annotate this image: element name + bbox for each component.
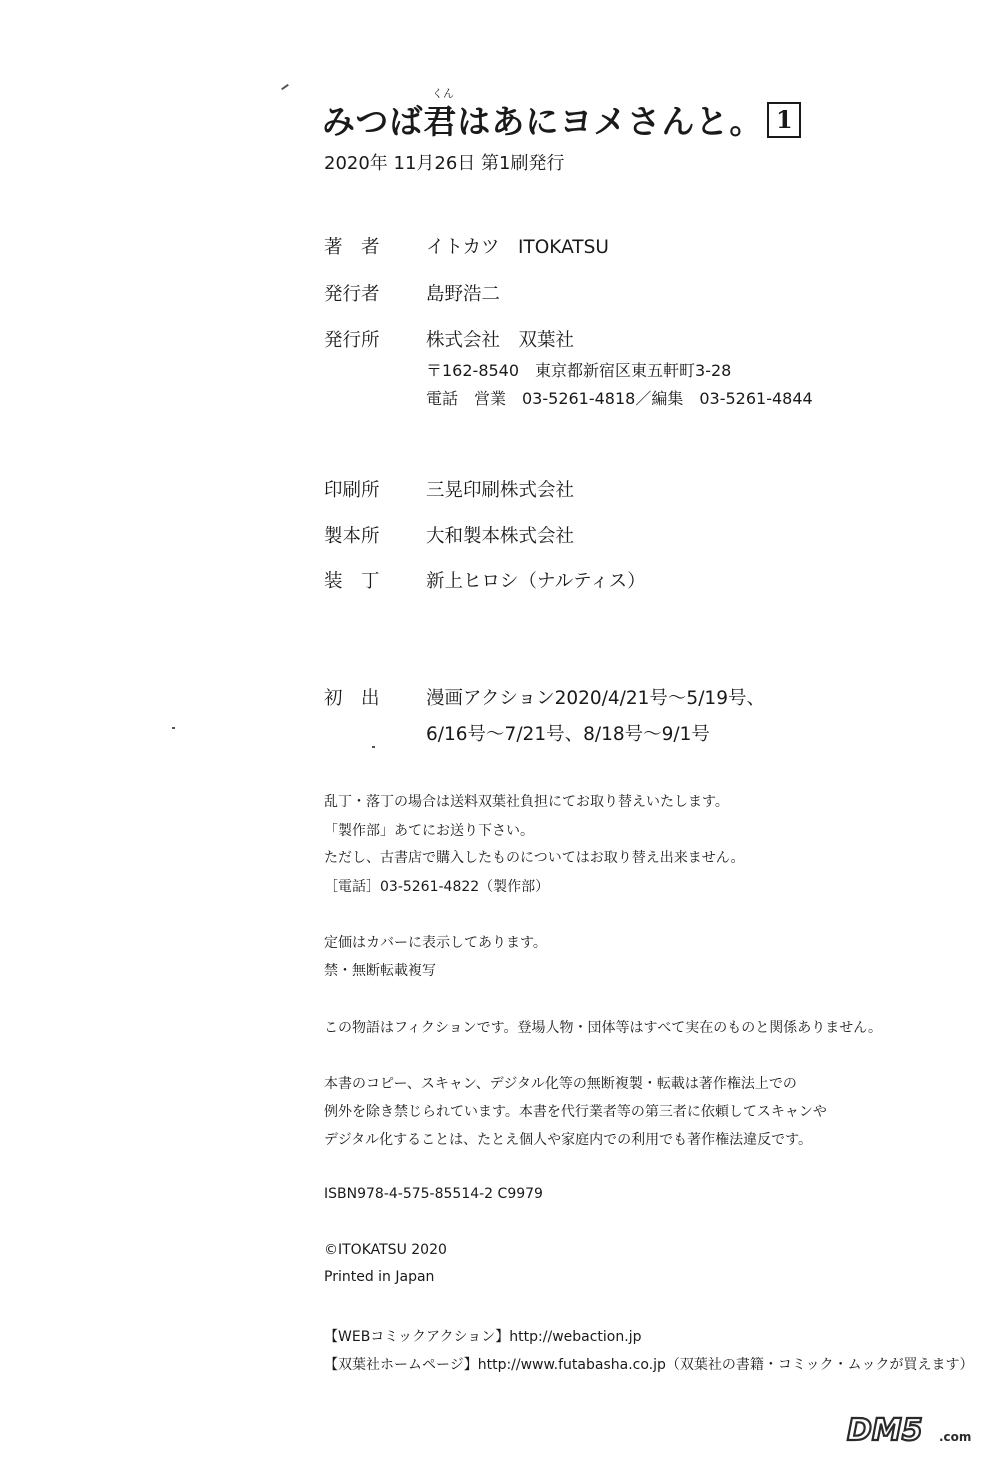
credit-label: 製本所 [324,526,380,547]
scan-speck [372,746,375,748]
volume-number-badge: 1 [767,102,801,138]
credit-label: 発行所 [324,330,380,351]
watermark-dm: DM5 [847,1413,923,1446]
book-title: みつば君はあにヨメさんと。 [322,102,764,141]
note-defects-3: ただし、古書店で購入したものについてはお取り替え出来ません。 [324,850,745,866]
note-fiction: この物語はフィクションです。登場人物・団体等はすべて実在のものと関係ありません。 [324,1020,883,1036]
title-ruby: くん [432,87,454,100]
credit-label: 装 丁 [324,571,380,592]
printed-in: Printed in Japan [324,1269,435,1285]
note-price: 定価はカバーに表示してあります。 [324,935,547,951]
credit-label: 著 者 [324,237,380,258]
credit-value: 三晃印刷株式会社 [426,480,575,501]
homepage-link[interactable]: 【双葉社ホームページ】http://www.futabasha.co.jp（双葉社の書籍・コミック・ムックが買えます） [324,1357,974,1373]
copyright: ©ITOKATSU 2020 [324,1242,447,1258]
credit-value: 新上ヒロシ（ナルティス） [426,571,646,592]
watermark-com: .com [939,1430,972,1444]
note-defects-2: 「製作部」あてにお送り下さい。 [324,823,534,839]
note-no-copy: 禁・無断転載複写 [324,963,436,979]
credit-value: 漫画アクション2020/4/21号～5/19号、 [426,688,765,709]
credit-label: 発行者 [324,284,380,305]
dm5-watermark-logo [845,1410,985,1446]
note-copy-3: デジタル化することは、たとえ個人や家庭内での利用でも著作権法違反です。 [324,1132,813,1148]
credit-value: イトカツ ITOKATSU [426,237,609,258]
web-comic-link[interactable]: 【WEBコミックアクション】http://webaction.jp [324,1329,642,1345]
isbn: ISBN978-4-575-85514-2 C9979 [324,1186,543,1202]
publisher-address: 〒162-8540 東京都新宿区東五軒町3-28 [426,361,732,380]
note-defects-1: 乱丁・落丁の場合は送料双葉社負担にてお取り替えいたします。 [324,794,729,810]
note-defects-4: ［電話］03-5261-4822（製作部） [324,879,550,895]
scan-speck [172,727,175,729]
publication-date: 2020年 11月26日 第1刷発行 [324,153,565,174]
credit-value: 6/16号～7/21号、8/18号～9/1号 [426,724,710,745]
title-block [322,96,801,143]
credit-value: 大和製本株式会社 [426,526,575,547]
note-copy-2: 例外を除き禁じられています。本書を代行業者等の第三者に依頼してスキャンや [324,1104,827,1120]
publisher-phone: 電話 営業 03-5261-4818／編集 03-5261-4844 [426,389,813,408]
credit-value: 島野浩二 [426,284,501,305]
scan-speck [281,84,289,90]
credit-value: 株式会社 双葉社 [426,330,575,351]
note-copy-1: 本書のコピー、スキャン、デジタル化等の無断複製・転載は著作権法上での [324,1076,797,1092]
credit-label: 印刷所 [324,480,380,501]
credit-label: 初 出 [324,688,380,709]
